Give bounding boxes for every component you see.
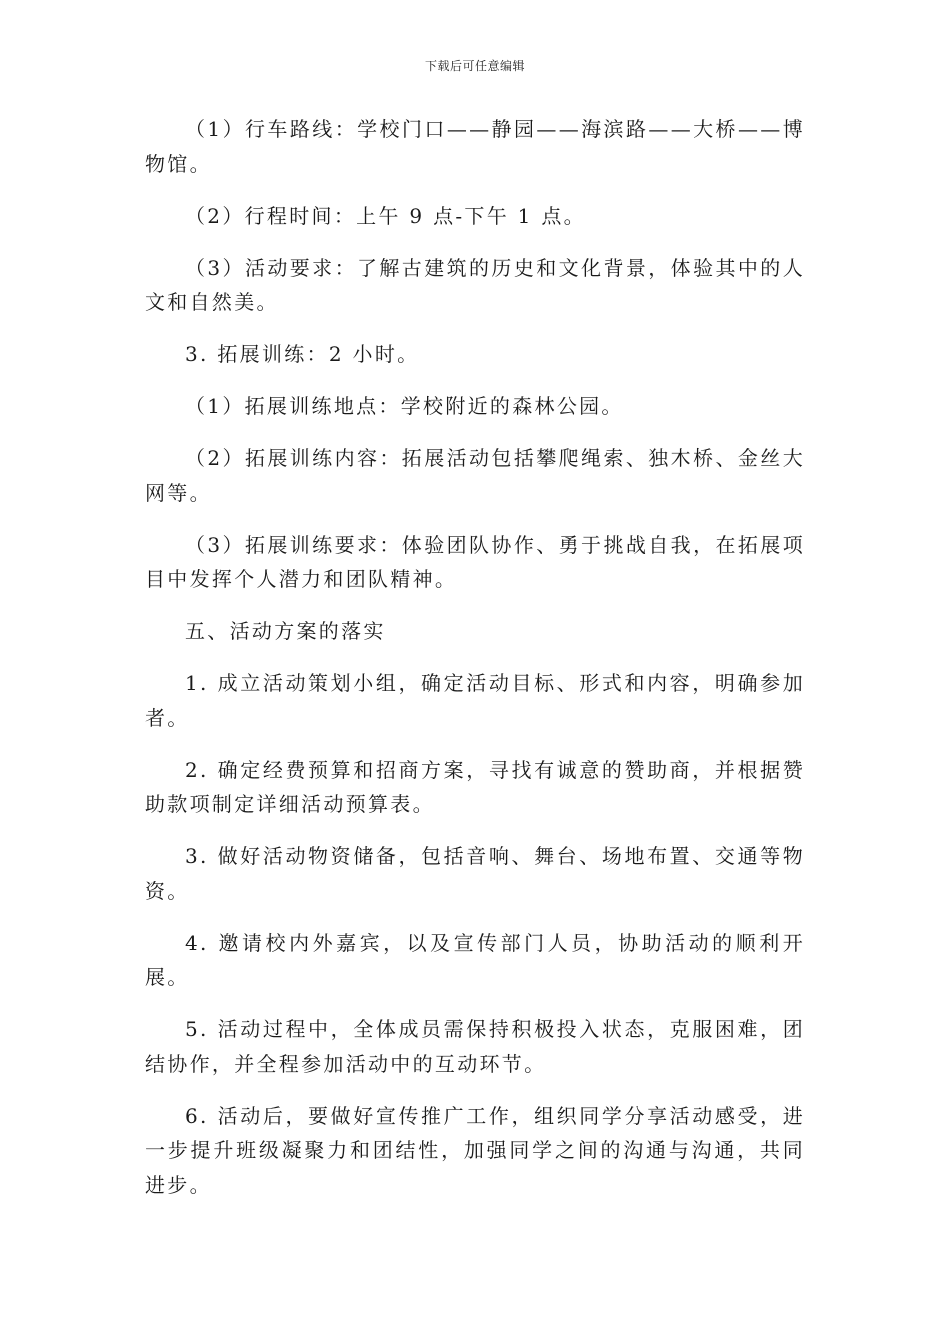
document-body (145, 112, 805, 1220)
implementation-item-6: 6. 活动后，要做好宣传推广工作，组织同学分享活动感受，进一步提升班级凝聚力和团结性，加强同学之间的沟通与沟通，共同进步。 (145, 1103, 805, 1197)
activity-requirement-paragraph: （3）活动要求：了解古建筑的历史和文化背景，体验其中的人文和自然美。 (145, 255, 805, 314)
implementation-item-5: 5. 活动过程中，全体成员需保持积极投入状态，克服困难，团结协作，并全程参加活动中的互动环节。 (145, 1017, 805, 1076)
training-requirement-paragraph: （3）拓展训练要求：体验团队协作、勇于挑战自我，在拓展项目中发挥个人潜力和团队精神。 (145, 532, 805, 591)
implementation-item-4: 4. 邀请校内外嘉宾，以及宣传部门人员，协助活动的顺利开展。 (145, 930, 805, 989)
implementation-item-1: 1. 成立活动策划小组，确定活动目标、形式和内容，明确参加者。 (145, 671, 805, 730)
page-header: 下载后可任意编辑 (424, 59, 525, 73)
schedule-paragraph: （2）行程时间：上午 9 点-下午 1 点。 (185, 203, 586, 228)
section-heading: 五、活动方案的落实 (185, 619, 386, 643)
route-paragraph: （1）行车路线：学校门口——静园——海滨路——大桥——博物馆。 (145, 117, 805, 176)
implementation-item-2: 2. 确定经费预算和招商方案，寻找有诚意的赞助商，并根据赞助款项制定详细活动预算表。 (145, 757, 805, 816)
implementation-item-3: 3. 做好活动物资储备，包括音响、舞台、场地布置、交通等物资。 (145, 844, 805, 903)
training-content-paragraph: （2）拓展训练内容：拓展活动包括攀爬绳索、独木桥、金丝大网等。 (145, 446, 805, 505)
outdoor-training-heading: 3. 拓展训练：2 小时。 (185, 342, 420, 366)
training-location-paragraph: （1）拓展训练地点：学校附近的森林公园。 (185, 394, 624, 418)
